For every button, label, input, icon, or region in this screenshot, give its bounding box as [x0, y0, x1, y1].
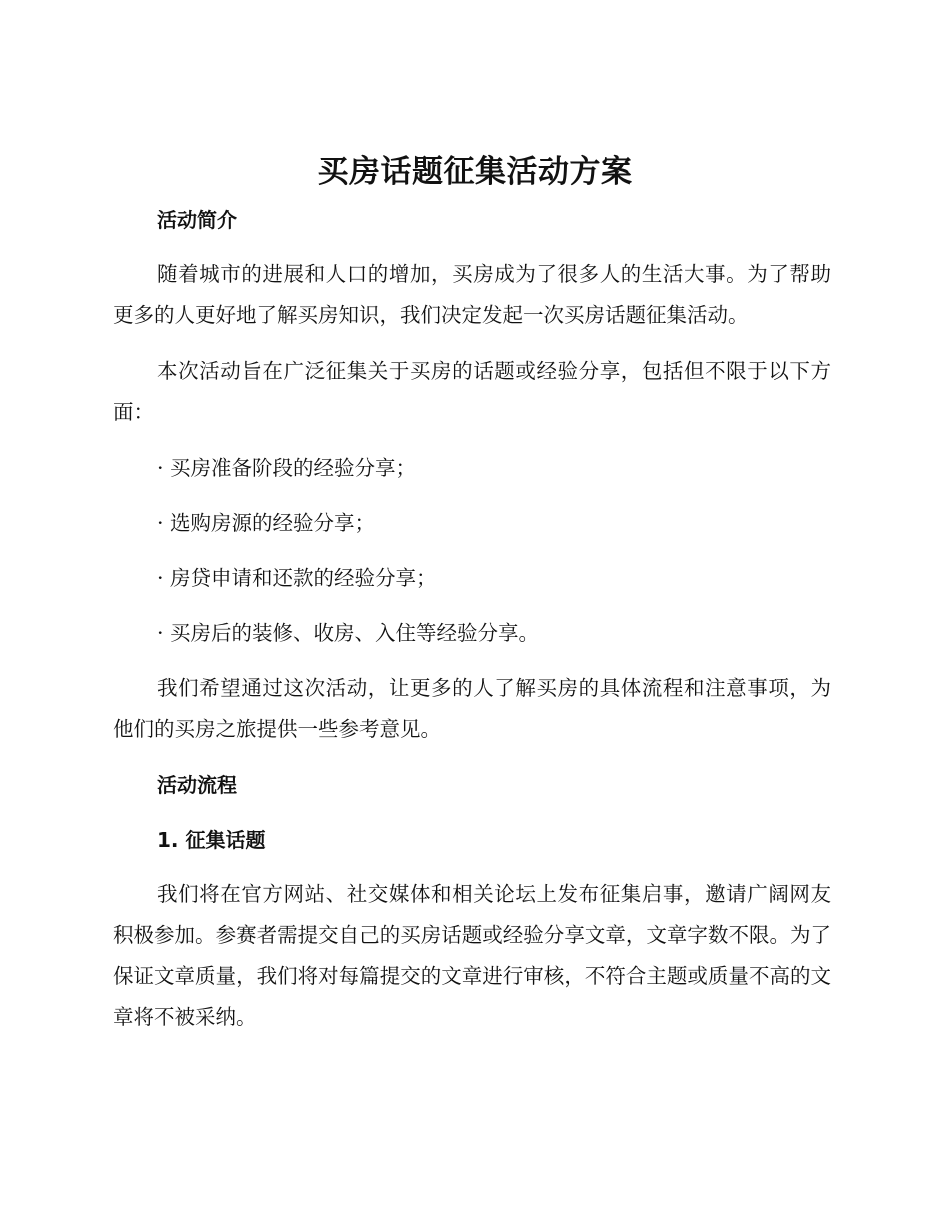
section-heading-intro: 活动简介 — [157, 208, 237, 232]
list-item: · 房贷申请和还款的经验分享； — [157, 566, 437, 590]
step1-paragraph: 我们将在官方网站、社交媒体和相关论坛上发布征集启事，邀请广阔网友积极参加。参赛者需提交自己的买房话题或经验分享文章，文章字数不限。为了保证文章质量，我们将对每篇提交的文章进行审核，不符合主题或质量不高的文章将不被采纳。 — [113, 882, 831, 1029]
intro-paragraph-2: 本次活动旨在广泛征集关于买房的话题或经验分享，包括但不限于以下方面： — [113, 359, 831, 424]
list-item: · 买房后的装修、收房、入住等经验分享。 — [157, 621, 540, 645]
list-item: · 选购房源的经验分享； — [157, 511, 376, 535]
section-heading-process: 活动流程 — [157, 773, 237, 797]
intro-paragraph-3: 我们希望通过这次活动，让更多的人了解买房的具体流程和注意事项，为他们的买房之旅提供一些参考意见。 — [113, 676, 831, 741]
intro-paragraph-1: 随着城市的进展和人口的增加，买房成为了很多人的生活大事。为了帮助更多的人更好地了解买房知识，我们决定发起一次买房话题征集活动。 — [113, 262, 831, 327]
document-title: 买房话题征集活动方案 — [317, 154, 633, 190]
list-item: · 买房准备阶段的经验分享； — [157, 456, 417, 480]
step-heading-collect-topics: 1. 征集话题 — [157, 828, 266, 852]
